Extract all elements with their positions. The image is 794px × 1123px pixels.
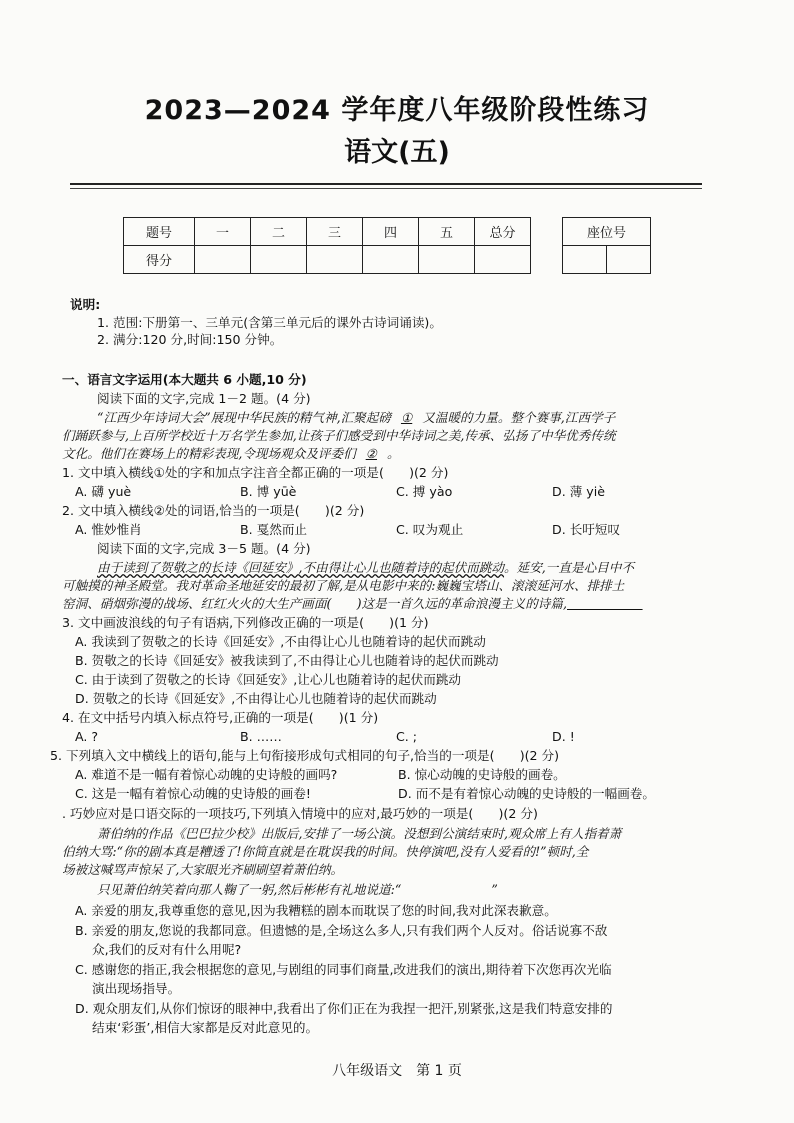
passage-line: 场被这喊骂声惊呆了,大家眼光齐刷刷望着萧伯纳。 [62,862,344,877]
score-input-cell[interactable] [307,246,363,274]
question-stem: . 巧妙应对是口语交际的一项技巧,下列填入情境中的应对,最巧妙的一项是( )(2 分) [62,806,538,821]
option[interactable]: C. ; [396,729,418,744]
option[interactable]: B. 戛然而止 [240,522,308,537]
score-input-cell[interactable] [195,246,251,274]
option[interactable]: C. 叹为观止 [396,522,464,537]
score-input-cell[interactable] [363,246,419,274]
option[interactable]: B. 亲爱的朋友,您说的我都同意。但遗憾的是,全场这么多人,只有我们两个人反对。俗话说寡不敌 [75,923,608,938]
score-cell: 二 [251,218,307,246]
passage-line: 文化。他们在赛场上的精彩表现,令现场观众及评委们 ② 。 [62,446,400,461]
option[interactable]: C. 这是一幅有着惊心动魄的史诗般的画卷! [75,786,311,801]
blank-2: ② [365,446,377,461]
exam-subtitle: 语文(五) [344,137,450,168]
score-table-header-row [124,218,531,246]
option-continued: 演出现场指导。 [92,981,181,996]
option[interactable]: B. 惊心动魄的史诗般的画卷。 [398,767,566,782]
reading-instruction: 阅读下面的文字,完成 3－5 题。(4 分) [97,541,311,556]
option[interactable]: B. 贺敬之的长诗《回延安》被我读到了,不由得让心儿也随着诗的起伏而跳动 [75,653,499,668]
option[interactable]: A. ? [75,729,99,744]
score-cell: 一 [195,218,251,246]
header-rule-thin [70,188,702,189]
passage-line: “江西少年诗词大会”展现中华民族的精气神,汇聚起磅 ① 又温暖的力量。整个赛事,江西学子 [97,410,616,425]
option[interactable]: D. 观众朋友们,从你们惊讶的眼神中,我看出了你们正在为我捏一把汗,别紧张,这是我们特意安排的 [75,1001,613,1016]
score-cell: 得分 [124,246,195,274]
passage-line: 可触摸的神圣殿堂。我对革命圣地延安的最初了解,是从电影中来的:巍巍宝塔山、滚滚延河水、排排土 [62,578,625,593]
score-input-cell[interactable] [475,246,531,274]
reading-instruction: 阅读下面的文字,完成 1－2 题。(4 分) [97,391,311,406]
option[interactable]: B. …… [240,729,282,744]
option[interactable]: B. 博 yūè [240,484,297,499]
option[interactable]: A. 我读到了贺敬之的长诗《回延安》,不由得让心儿也随着诗的起伏而跳动 [75,634,486,649]
score-table [123,217,531,274]
blank-1: ① [400,410,413,425]
notes-item: 1. 范围:下册第一、三单元(含第三单元后的课外古诗词诵读)。 [97,315,442,330]
notes-item: 2. 满分:120 分,时间:150 分钟。 [97,332,283,347]
seat-table [562,217,651,274]
passage-line: 们踊跃参与,上百所学校近十万名学生参加,让孩子们感受到中华诗词之美,传承、弘扬了中华优秀传统 [62,428,616,443]
option-continued: 众,我们的反对有什么用呢? [92,942,242,957]
notes-heading: 说明: [70,297,101,312]
wavy-sentence: 由于读到了贺敬之的长诗《回延安》,不由得让心儿也随着诗的起伏而跳动 [97,560,505,575]
option[interactable]: C. 由于读到了贺敬之的长诗《回延安》,让心儿也随着诗的起伏而跳动 [75,672,462,687]
question-stem: 2. 文中填入横线②处的词语,恰当的一项是( )(2 分) [62,503,365,518]
option[interactable]: A. 礴 yuè [75,484,132,499]
score-cell: 总分 [475,218,531,246]
exam-title: 2023—2024 学年度八年级阶段性练习 [144,95,650,126]
seat-label: 座位号 [563,218,651,246]
option[interactable]: D. 贺敬之的长诗《回延安》,不由得让心儿也随着诗的起伏而跳动 [75,691,437,706]
question-stem: 1. 文中填入横线①处的字和加点字注音全都正确的一项是( )(2 分) [62,465,449,480]
option[interactable]: A. 亲爱的朋友,我尊重您的意见,因为我糟糕的剧本而耽误了您的时间,我对此深表歉意。 [75,903,557,918]
score-cell: 三 [307,218,363,246]
option[interactable]: D. ! [552,729,575,744]
option[interactable]: D. 薄 yiè [552,484,606,499]
passage-line: 窑洞、硝烟弥漫的战场、红红火火的大生产画面( )这是一首久远的革命浪漫主义的诗篇, [62,595,643,612]
score-input-cell[interactable] [419,246,475,274]
header-rule-thick [70,183,702,185]
option[interactable]: D. 长吁短叹 [552,522,621,537]
question-stem: 4. 在文中括号内填入标点符号,正确的一项是( )(1 分) [62,710,379,725]
option[interactable]: C. 感谢您的指正,我会根据您的意见,与剧组的同事们商量,改进我们的演出,期待着下次您再次光临 [75,962,612,977]
score-cell: 四 [363,218,419,246]
option[interactable]: D. 而不是有着惊心动魄的史诗般的一幅画卷。 [398,786,655,801]
score-input-cell[interactable] [251,246,307,274]
passage-line: 萧伯纳的作品《巴巴拉少校》出版后,安排了一场公演。没想到公演结束时,观众席上有人指着萧 [97,826,622,841]
section-heading: 一、语言文字运用(本大题共 6 小题,10 分) [62,372,307,387]
passage-line: 由于读到了贺敬之的长诗《回延安》,不由得让心儿也随着诗的起伏而跳动。延安,一直是心目中不 [97,560,634,575]
option[interactable]: A. 惟妙惟肖 [75,522,142,537]
option[interactable]: A. 难道不是一幅有着惊心动魄的史诗般的画吗? [75,767,338,782]
question-stem: 3. 文中画波浪线的句子有语病,下列修改正确的一项是( )(1 分) [62,615,429,630]
score-table-score-row [124,246,531,274]
question-stem: 5. 下列填入文中横线上的语句,能与上句衔接形成句式相同的句子,恰当的一项是( )(2 分) [50,748,560,763]
passage-line: 伯纳大骂:“你的剧本真是糟透了!你简直就是在耽误我的时间。快停演吧,没有人爱看的!”顿时,全 [62,844,589,859]
seat-input-cell[interactable] [563,246,607,274]
passage-line: 只见萧伯纳笑着向那人鞠了一躬,然后彬彬有礼地说道:“ ” [97,882,498,897]
score-cell: 五 [419,218,475,246]
option[interactable]: C. 搏 yào [396,484,453,499]
seat-input-cell[interactable] [607,246,651,274]
blank-line [567,596,643,611]
score-cell: 题号 [124,218,195,246]
option-continued: 结束‘彩蛋’,相信大家都是反对此意见的。 [92,1020,319,1035]
page-footer: 八年级语文 第 1 页 [332,1063,462,1079]
